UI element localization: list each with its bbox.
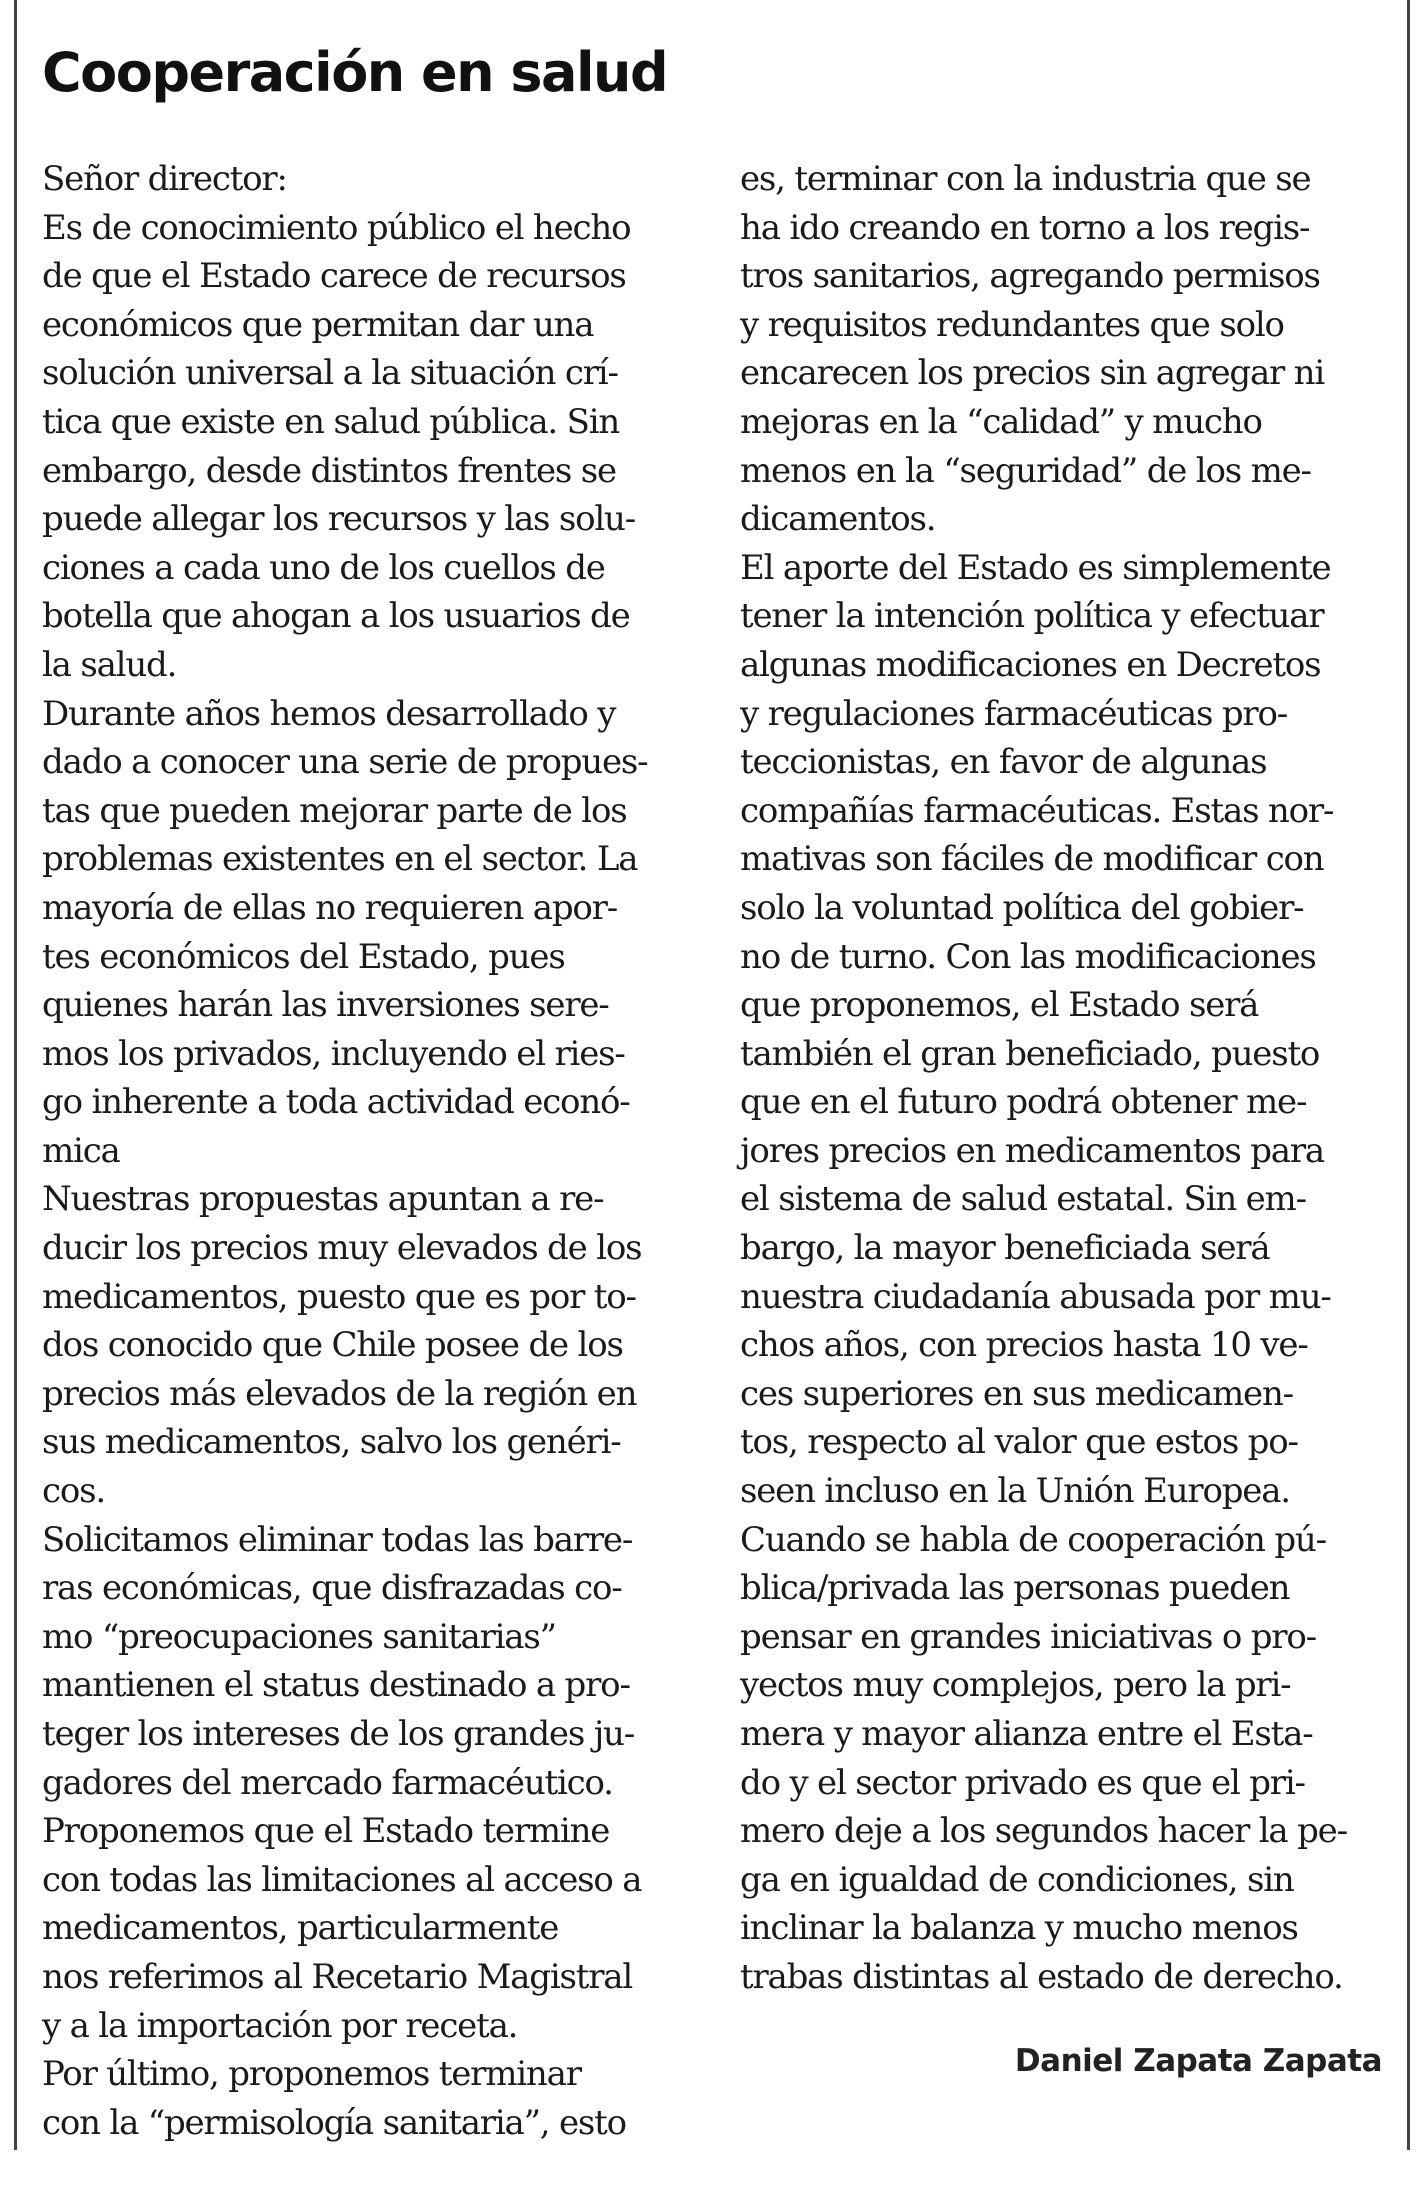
text-line: de que el Estado carece de recursos (42, 256, 626, 297)
text-line: tener la intención política y efectuar (740, 596, 1324, 637)
text-line: que en el futuro podrá obtener me- (740, 1082, 1307, 1123)
text-line: ces superiores en sus medicamen- (740, 1373, 1293, 1414)
text-line: problemas existentes en el sector. La (42, 839, 638, 880)
article-body-right-column (740, 155, 1388, 2002)
text-line: blica/privada las personas pueden (740, 1568, 1290, 1609)
text-line: algunas modificaciones en Decretos (740, 644, 1321, 685)
text-line: con la “permisología sanitaria”, esto (42, 2102, 626, 2143)
text-line: medicamentos, particularmente (42, 1908, 559, 1949)
text-line: pensar en grandes iniciativas o pro- (740, 1616, 1316, 1657)
text-line: la salud. (42, 644, 177, 685)
text-line: Por último, proponemos terminar (42, 2054, 581, 2095)
text-line: go inherente a toda actividad econó- (42, 1082, 630, 1123)
text-line: solución universal a la situación crí- (42, 353, 618, 394)
text-line: inclinar la balanza y mucho menos (740, 1908, 1298, 1949)
text-line: gadores del mercado farmacéutico. (42, 1762, 613, 1803)
text-line: también el gran beneficiado, puesto (740, 1033, 1320, 1074)
text-line: mos los privados, incluyendo el ries- (42, 1033, 625, 1074)
text-line: mica (42, 1130, 120, 1171)
text-line: encarecen los precios sin agregar ni (740, 353, 1325, 394)
text-line: teger los intereses de los grandes ju- (42, 1714, 635, 1754)
article-title: Cooperación en salud (42, 41, 668, 104)
text-line: no de turno. Con las modificaciones (740, 936, 1316, 977)
text-line: dos conocido que Chile posee de los (42, 1325, 623, 1366)
text-line: trabas distintas al estado de derecho. (740, 1956, 1343, 1997)
text-line: nos referimos al Recetario Magistral (42, 1956, 633, 1997)
text-line: quienes harán las inversiones sere- (42, 985, 609, 1026)
text-line: botella que ahogan a los usuarios de (42, 596, 630, 637)
text-line: es, terminar con la industria que se (740, 159, 1311, 199)
text-line: sus medicamentos, salvo los genéri- (42, 1422, 621, 1463)
text-line: Durante años hemos desarrollado y (42, 693, 616, 734)
text-line: do y el sector privado es que el pri- (740, 1762, 1305, 1803)
text-line: cos. (42, 1471, 105, 1512)
text-line: mativas son fáciles de modificar con (740, 839, 1324, 880)
author-signature: Daniel Zapata Zapata (1014, 2043, 1382, 2079)
text-line: económicos que permitan dar una (42, 304, 594, 345)
column-rule-left (14, 0, 17, 2150)
text-line: ga en igualdad de condiciones, sin (740, 1859, 1294, 1900)
text-line: mero deje a los segundos hacer la pe- (740, 1811, 1347, 1852)
text-line: precios más elevados de la región en (42, 1373, 637, 1414)
text-line: dicamentos. (740, 499, 936, 540)
text-line: chos años, con precios hasta 10 ve- (740, 1325, 1308, 1366)
text-line: ducir los precios muy elevados de los (42, 1228, 642, 1269)
text-line: tica que existe en salud pública. Sin (42, 401, 620, 442)
text-line: tes económicos del Estado, pues (42, 936, 565, 977)
text-line: bargo, la mayor beneficiada será (740, 1228, 1270, 1269)
text-line: puede allegar los recursos y las solu- (42, 499, 636, 540)
text-line: dado a conocer una serie de propues- (42, 742, 648, 783)
text-line: teccionistas, en favor de algunas (740, 742, 1267, 783)
text-line: compañías farmacéuticas. Estas nor- (740, 790, 1334, 831)
text-line: tas que pueden mejorar parte de los (42, 790, 627, 831)
text-line: ciones a cada uno de los cuellos de (42, 547, 605, 588)
text-line: Es de conocimiento público el hecho (42, 207, 631, 248)
text-line: Proponemos que el Estado termine (42, 1811, 610, 1852)
text-line: solo la voluntad política del gobier- (740, 887, 1304, 928)
text-line: seen incluso en la Unión Europea. (740, 1471, 1290, 1512)
text-line: El aporte del Estado es simplemente (740, 547, 1331, 588)
text-line: mantienen el status destinado a pro- (42, 1665, 630, 1706)
column-rule-right (1407, 0, 1410, 2150)
text-line: ha ido creando en torno a los regis- (740, 207, 1310, 248)
text-line: y a la importación por receta. (42, 2005, 518, 2046)
text-line: Cuando se habla de cooperación pú- (740, 1519, 1326, 1560)
text-line: jores precios en medicamentos para (740, 1130, 1324, 1171)
text-line: nuestra ciudadanía abusada por mu- (740, 1276, 1331, 1317)
text-line: y requisitos redundantes que solo (740, 304, 1284, 345)
text-line: mayoría de ellas no requieren apor- (42, 887, 618, 928)
text-line: el sistema de salud estatal. Sin em- (740, 1179, 1306, 1220)
text-line: mera y mayor alianza entre el Esta- (740, 1714, 1313, 1754)
text-line: yectos muy complejos, pero la pri- (740, 1665, 1291, 1706)
text-line: con todas las limitaciones al acceso a (42, 1859, 642, 1900)
article-body-left-column (42, 155, 690, 2147)
text-line: medicamentos, puesto que es por to- (42, 1276, 636, 1317)
text-line: mejoras en la “calidad” y mucho (740, 401, 1262, 442)
text-line: mo “preocupaciones sanitarias” (42, 1616, 556, 1657)
text-line: y regulaciones farmacéuticas pro- (740, 693, 1288, 734)
text-line: que proponemos, el Estado será (740, 985, 1259, 1026)
text-line: tros sanitarios, agregando permisos (740, 256, 1320, 297)
text-line: ras económicas, que disfrazadas co- (42, 1568, 622, 1609)
text-line: Señor director: (42, 159, 287, 199)
text-line: Nuestras propuestas apuntan a re- (42, 1179, 604, 1220)
text-line: embargo, desde distintos frentes se (42, 450, 616, 491)
text-line: menos en la “seguridad” de los me- (740, 450, 1311, 491)
text-line: Solicitamos eliminar todas las barre- (42, 1519, 633, 1560)
text-line: tos, respecto al valor que estos po- (740, 1422, 1298, 1463)
